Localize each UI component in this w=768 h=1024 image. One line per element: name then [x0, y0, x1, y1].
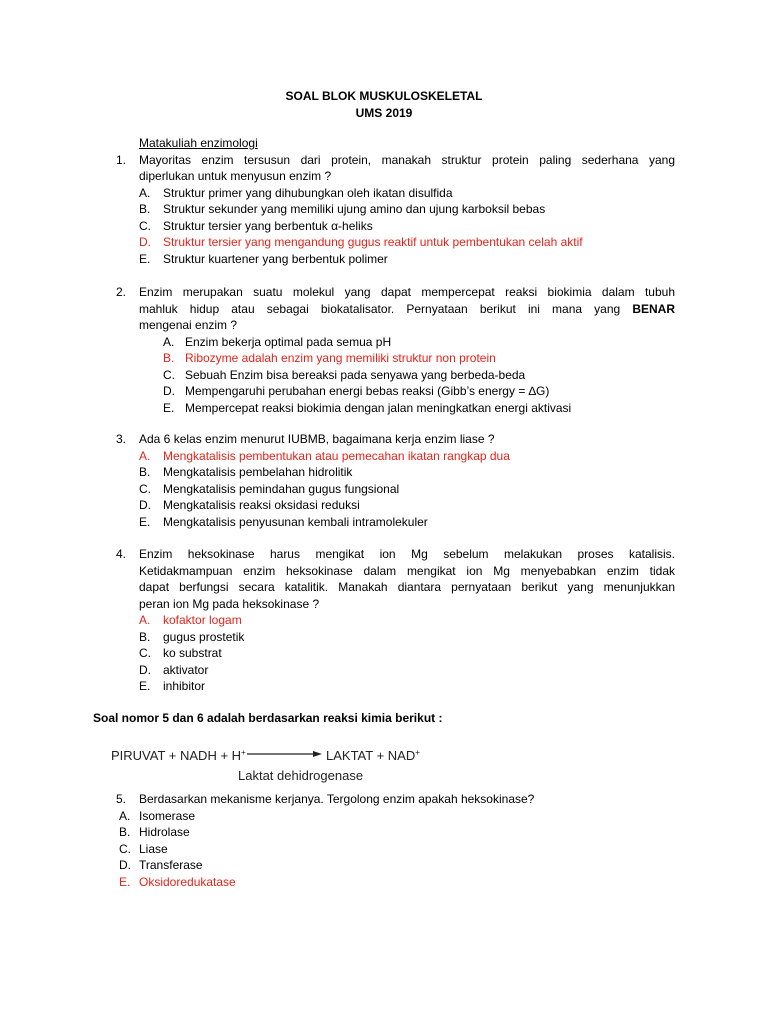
section-heading: Matakuliah enzimologi [139, 136, 258, 150]
option-a [0, 808, 768, 825]
document-header [0, 88, 768, 121]
option-c [0, 481, 768, 498]
question-stem-line [0, 579, 768, 596]
option-letter: B. [139, 465, 151, 479]
option-c [0, 367, 768, 384]
stem-text: dapat berfungsi secara katalitik. Manakah diantara pernyataan berikut yang menunjukkan [139, 580, 675, 594]
option-d [0, 383, 768, 400]
option-letter: A. [139, 448, 151, 463]
stem-text: diperlukan untuk menyusun enzim ? [139, 169, 332, 183]
option-letter: D. [139, 662, 151, 677]
stem-text: Berdasarkan mekanisme kerjanya. Tergolong enzim apakah heksokinase? [139, 792, 535, 806]
reactants-charge: + [241, 748, 246, 757]
question-number: 4. [116, 547, 127, 561]
reaction-enzyme [238, 768, 363, 784]
question-stem-text [139, 152, 675, 169]
option-text: Ribozyme adalah enzim yang memiliki struktur non protein [185, 351, 496, 365]
option-e [0, 874, 768, 891]
question-2 [0, 284, 768, 416]
option-letter: C. [139, 481, 151, 496]
option-letter: D. [163, 384, 175, 398]
stem-text: Enzim merupakan suatu molekul yang dapat mempercepat reaksi biokimia dalam tubuh [139, 285, 675, 299]
option-c [0, 841, 768, 858]
stem-text: mahluk hidup atau sebagai biokatalisator. Pernyataan berikut ini mana yang [139, 301, 621, 316]
document-subtitle: UMS 2019 [355, 105, 413, 120]
option-a [0, 448, 768, 465]
question-number: 2. [116, 285, 127, 299]
option-text: Mengkatalisis pembentukan atau pemecahan ikatan rangkap dua [163, 448, 510, 463]
option-letter: A. [139, 185, 151, 200]
option-text: Sebuah Enzim bisa bereaksi pada senyawa yang berbeda-beda [185, 367, 526, 382]
question-stem-line [0, 168, 768, 185]
option-b [0, 350, 768, 367]
option-letter: E. [139, 514, 151, 529]
option-letter: C. [139, 646, 151, 660]
question-4 [0, 546, 768, 695]
option-d [0, 234, 768, 251]
question-stem-line [0, 431, 768, 448]
question-stem-line [0, 301, 768, 318]
question-stem-line [0, 284, 768, 301]
option-letter: B. [139, 629, 151, 644]
option-b [0, 464, 768, 481]
question-stem-line [0, 596, 768, 613]
question-1 [0, 135, 768, 267]
option-d [0, 857, 768, 874]
question-stem-text [139, 546, 675, 563]
option-text: Struktur sekunder yang memiliki ujung amino dan ujung karboksil bebas [163, 202, 546, 216]
option-letter: B. [139, 202, 151, 216]
option-text: Mengkatalisis pemindahan gugus fungsional [163, 481, 400, 496]
option-letter: B. [163, 351, 175, 365]
stem-text: Enzim heksokinase harus mengikat ion Mg sebelum melakukan proses katalisis. [139, 547, 675, 561]
enzyme-text: Laktat dehidrogenase [238, 768, 364, 783]
option-text: kofaktor logam [163, 613, 242, 627]
option-text: ko substrat [163, 646, 222, 660]
subtitle-row [0, 105, 768, 122]
option-letter: C. [119, 841, 131, 856]
option-text: inhibitor [163, 679, 206, 693]
option-letter: A. [139, 613, 151, 627]
reaction-intro: Soal nomor 5 dan 6 adalah berdasarkan reaksi kimia berikut : [93, 711, 443, 725]
reaction-products [326, 748, 420, 764]
option-e [0, 400, 768, 417]
option-text: Mengkatalisis penyusunan kembali intramolekuler [163, 514, 428, 529]
option-text: Hidrolase [139, 825, 190, 839]
question-stem-line [0, 152, 768, 169]
stem-text: Ketidakmampuan enzim heksokinase dalam mengikat ion Mg menyebabkan enzim tidak [139, 563, 675, 578]
option-text: gugus prostetik [163, 629, 245, 644]
option-letter: B. [119, 825, 131, 839]
option-text: Enzim bekerja optimal pada semua pH [185, 334, 392, 349]
question-stem-text [139, 563, 675, 580]
option-e [0, 678, 768, 695]
reaction-arrow [245, 747, 325, 761]
option-text: Mengkatalisis reaksi oksidasi reduksi [163, 498, 360, 512]
option-text: Struktur tersier yang mengandung gugus reaktif untuk pembentukan celah aktif [163, 235, 583, 249]
option-text: Mempercepat reaksi biokimia dengan jalan meningkatkan energi aktivasi [185, 400, 572, 415]
option-letter: E. [139, 679, 151, 693]
question-stem-text [139, 168, 675, 185]
stem-emphasis: BENAR [632, 301, 675, 316]
option-letter: D. [139, 498, 151, 512]
option-text: Struktur tersier yang berbentuk α-heliks [163, 218, 373, 233]
option-letter: D. [119, 858, 131, 872]
option-b [0, 201, 768, 218]
stem-text: mengenai enzim ? [139, 318, 238, 332]
question-number: 5. [116, 792, 127, 806]
document-title: SOAL BLOK MUSKULOSKELETAL [285, 89, 483, 103]
products-charge: + [415, 748, 420, 757]
stem-text: Ada 6 kelas enzim menurut IUBMB, bagaimana kerja enzim liase ? [139, 432, 495, 446]
option-a [0, 612, 768, 629]
reaction-intro-row [0, 710, 768, 727]
question-stem-text [139, 431, 675, 448]
option-text: Oksidoredukatase [139, 874, 236, 889]
option-text: Transferase [139, 858, 203, 872]
option-text: aktivator [163, 662, 209, 677]
option-b [0, 629, 768, 646]
question-stem-text [139, 284, 675, 301]
option-text: Struktur kuartener yang berbentuk polimer [163, 251, 388, 266]
option-e [0, 514, 768, 531]
question-stem-text [139, 317, 675, 334]
question-stem-line [0, 317, 768, 334]
stem-text: peran ion Mg pada heksokinase ? [139, 596, 320, 611]
option-letter: A. [163, 334, 175, 349]
title-row [0, 88, 768, 105]
reaction-reactants [111, 748, 246, 764]
reactants-text: PIRUVAT + NADH + H [111, 748, 242, 763]
option-letter: D. [139, 235, 151, 249]
question-stem-text [139, 791, 675, 808]
option-c [0, 645, 768, 662]
products-text: LAKTAT + NAD [326, 748, 416, 763]
option-b [0, 824, 768, 841]
reaction-arrow-head [313, 751, 322, 757]
option-letter: A. [119, 808, 131, 823]
option-text: Isomerase [139, 808, 196, 823]
option-text: Liase [139, 841, 168, 856]
option-letter: C. [163, 367, 175, 382]
question-number: 3. [116, 432, 127, 446]
option-d [0, 497, 768, 514]
question-5 [0, 791, 768, 890]
question-stem-line [0, 563, 768, 580]
option-e [0, 251, 768, 268]
question-number: 1. [116, 152, 127, 167]
reaction-intro-block [0, 710, 768, 727]
option-text: Struktur primer yang dihubungkan oleh ikatan disulfida [163, 185, 453, 200]
question-stem-line [0, 791, 768, 808]
option-text: Mengkatalisis pembelahan hidrolitik [163, 465, 353, 479]
question-stem-text [139, 596, 675, 613]
option-d [0, 662, 768, 679]
question-stem-text [139, 579, 675, 596]
stem-text: Mayoritas enzim tersusun dari protein, manakah struktur protein paling sederhana yang [139, 152, 675, 167]
option-text: Mempengaruhi perubahan energi bebas reaksi (Gibb’s energy = ∆G) [185, 384, 550, 398]
section-heading-row [0, 135, 768, 152]
question-3 [0, 431, 768, 530]
question-stem-text [139, 301, 675, 318]
option-letter: E. [119, 874, 131, 889]
question-stem-line [0, 546, 768, 563]
option-a [0, 334, 768, 351]
option-letter: E. [163, 400, 175, 415]
option-c [0, 218, 768, 235]
option-letter: C. [139, 218, 151, 233]
option-a [0, 185, 768, 202]
option-letter: E. [139, 251, 151, 266]
